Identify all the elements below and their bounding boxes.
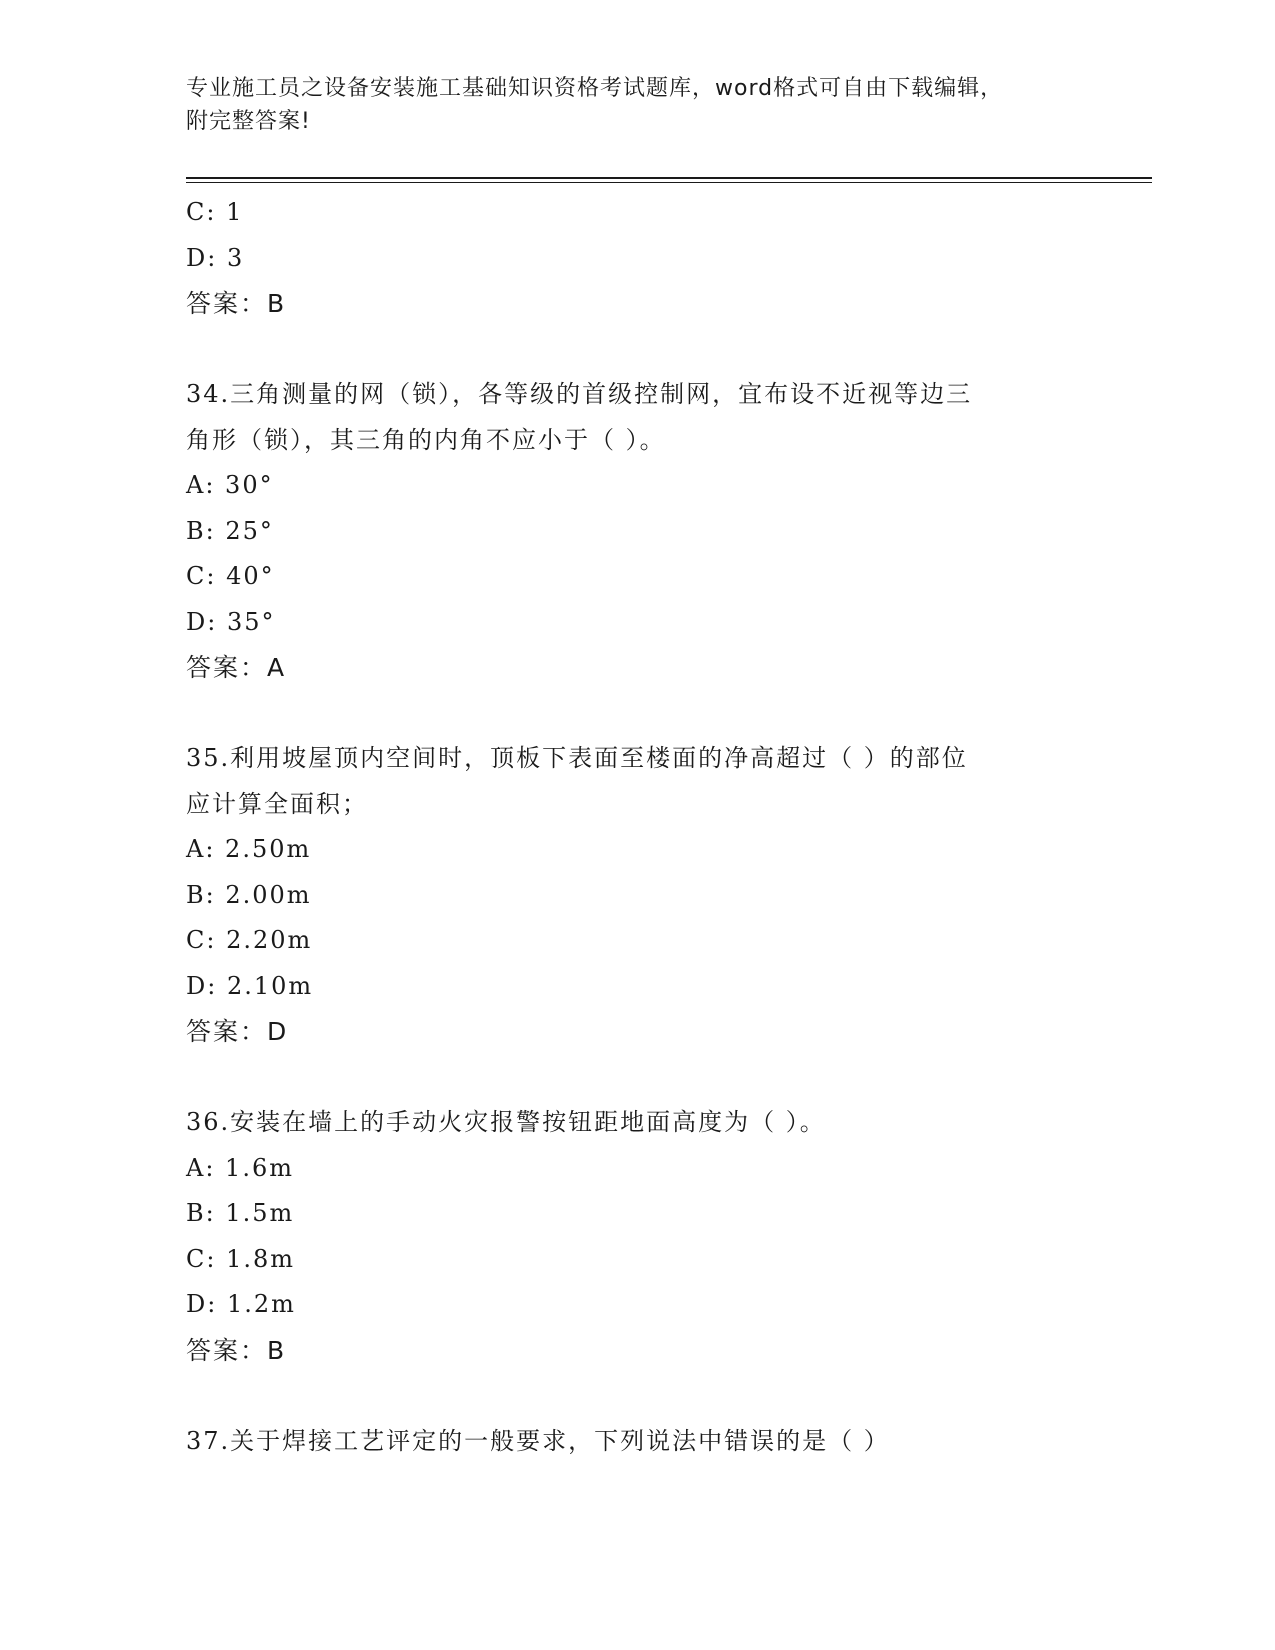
page-header [186,72,1066,138]
question-block [186,736,1152,1055]
option-a: A: 2.50m [186,835,312,863]
prev-option-c: C: 1 [186,198,244,226]
option-d: D: 1.2m [186,1290,296,1318]
question-text-line: 36.安装在墙上的手动火灾报警按钮距地面高度为（ ）。 [186,1108,826,1136]
option-a: A: 1.6m [186,1153,294,1182]
answer: 答案：A [186,653,287,682]
question-block [186,1100,1152,1373]
question-text-line: 34.三角测量的网（锁），各等级的首级控制网，宜布设不近视等边三 [186,380,973,408]
question-text-line: 35.利用坡屋顶内空间时，顶板下表面至楼面的净高超过（ ）的部位 [186,744,968,772]
question-text-line: 应计算全面积； [186,789,368,818]
spacer [186,1055,1152,1101]
question-text-line: 角形（锁），其三角的内角不应小于（ ）。 [186,425,666,454]
option-b: B: 2.00m [186,880,312,909]
option-d: D: 2.10m [186,971,314,1000]
spacer [186,1373,1152,1419]
question-block [186,1419,1152,1465]
header-divider-thin [186,182,1152,183]
answer: 答案：B [186,1335,287,1365]
question-content [186,190,1152,1464]
option-b: B: 1.5m [186,1199,295,1227]
answer: 答案：D [186,1017,289,1046]
prev-answer: 答案：B [186,289,287,318]
option-b: B: 25° [186,516,274,545]
option-a: A: 30° [186,471,274,499]
spacer [186,691,1152,737]
document-page [186,0,1152,1650]
header-line-2: 附完整答案! [186,109,311,134]
option-c: C: 40° [186,562,275,590]
option-d: D: 35° [186,607,276,636]
spacer [186,327,1152,373]
question-block [186,372,1152,691]
question-text-line: 37.关于焊接工艺评定的一般要求，下列说法中错误的是（ ） [186,1426,890,1455]
header-line-1: 专业施工员之设备安装施工基础知识资格考试题库，word格式可自由下载编辑， [186,76,1004,101]
option-c: C: 1.8m [186,1244,296,1273]
header-divider-thick [186,177,1152,179]
prev-option-d: D: 3 [186,243,245,272]
option-c: C: 2.20m [186,926,313,954]
